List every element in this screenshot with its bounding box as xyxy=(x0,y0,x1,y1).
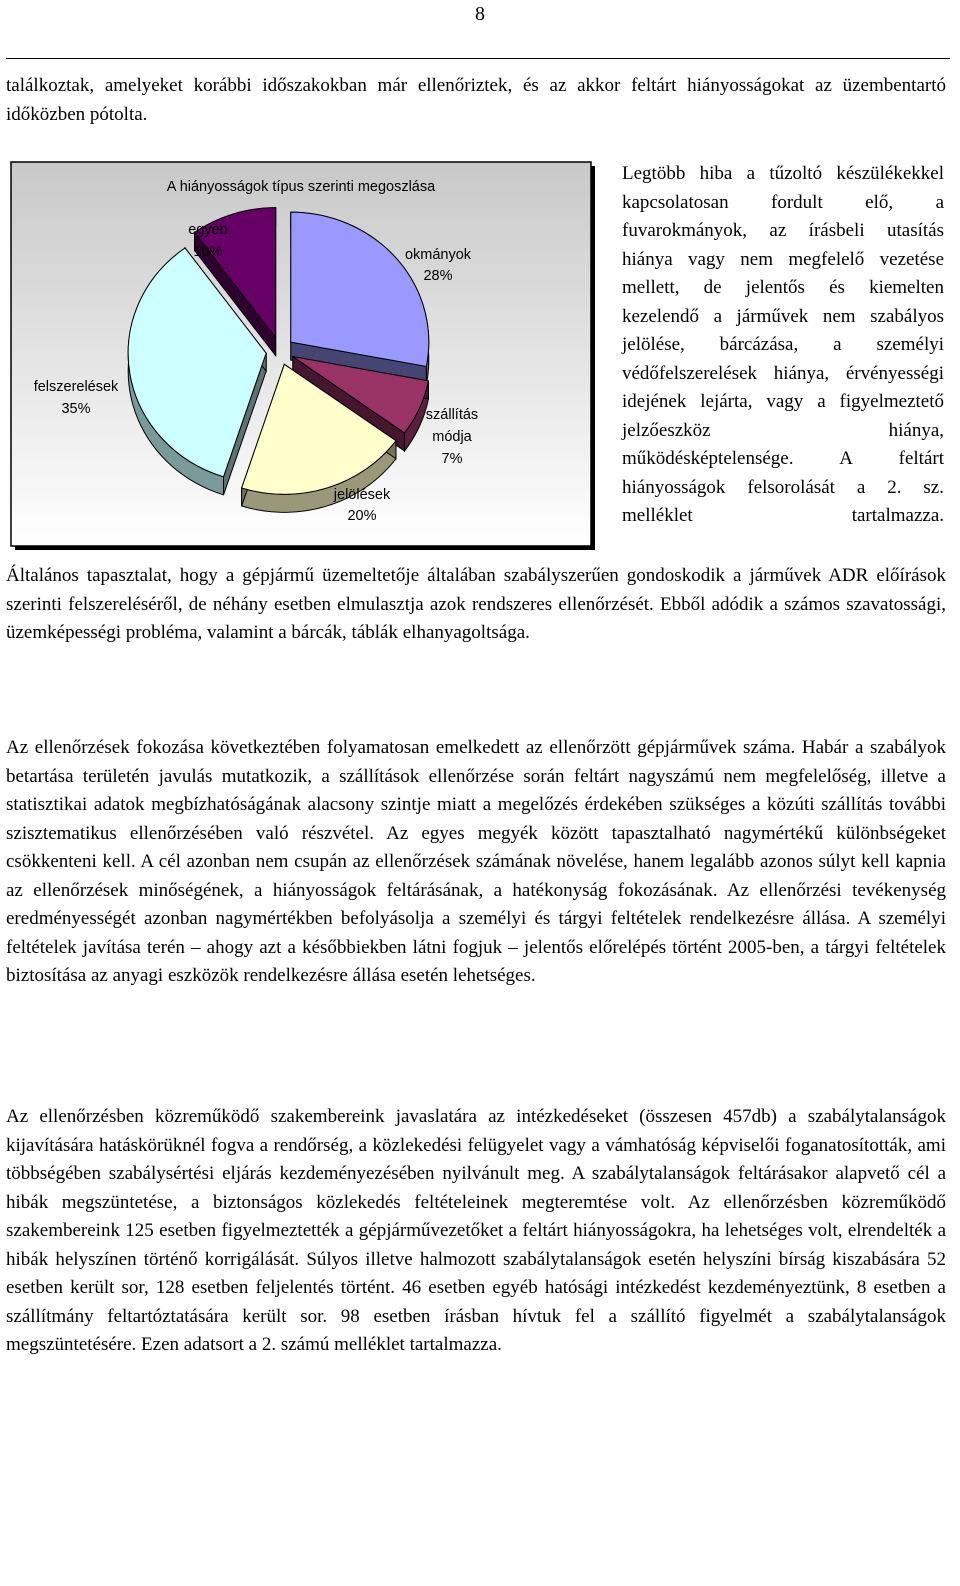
chart-side-text: Legtöbb hiba a tűzoltó készülékekkel kapcsolatosan fordult elő, a fuvarokmányok, az írásbeli utasítás hiánya vagy nem megfelelő vezetése mellett, de jelentős és kiemelten kezelendő a járművek nem szabályos jelölése, bárcázása, a személyi védőfelszerelések hiánya, érvényességi idejének lejárta, vagy a figyelmeztető jelzőeszköz hiánya, működésképtelensége. A feltárt hiányosságok felsorolását a 2. sz. melléklet tartalmazza. xyxy=(622,163,944,526)
chart-title: A hiányosságok típus szerinti megoszlása xyxy=(166,179,436,195)
paragraph-3: Az ellenőrzésben közreműködő szakembereink javaslatára az intézkedéseket (összesen 457db) a szabálytalanságok kijavítására hatáskörüknél fogva a rendőrség, a közlekedési felügyelet vagy a vámhatóság képviselői foganatosították, ami többségében szabálysértési eljárás kezdeményezésében nyilvánult meg. A szabálytalanságok feltárásakor alapvető cél a hibák megszüntetése, a biztonságos közlekedés feltételeinek megteremtése volt. Az ellenőrzésben közreműködő szakembereink 125 esetben figyelmeztették a gépjárművezetőket a feltárt hiányosságokra, ha lehetséges volt, elrendelték a hibák helyszínen történő korrigálását. Súlyos illetve halmozott szabálytalanságok esetén helyszíni bírság kiszabására 52 esetben került sor, 128 esetben feljelentés történt. 46 esetben egyéb hatósági intézkedést kezdeményeztünk, 8 esetben a szállítmány feltartóztatására került sor. 98 esetben írásban hívtuk fel a szállító figyelmét a szabálytalanságok megszüntetésére. Ezen adatsort a 2. számú melléklet tartalmazza. xyxy=(6,1106,946,1355)
label-egyeb-name: egyéb xyxy=(188,222,228,238)
paragraph-2: Az ellenőrzések fokozása következtében folyamatosan emelkedett az ellenőrzött gépjárművek száma. Habár a szabályok betartása területén javulás mutatkozik, a szállítások ellenőrzése során feltárt nagyszámú nem megfelelőség, illetve a statisztikai adatok megbízhatóságának alacsony szintje miatt a megelőzés érdekében szükséges a közúti szállítás további szisztematikus ellenőrzésében való részvétel. Az egyes megyék között tapasztalható nagymértékű különbségeket csökkenteni kell. A cél azonban nem csupán az ellenőrzések számának növelése, hanem legalább azonos súlyt kell kapnia az ellenőrzések minőségének, a hiányosságok feltárásának, a hatékonyság fokozásának. Az ellenőrzési tevékenység eredményességét azonban nagymértékben befolyásolja a személyi és tárgyi feltételek rendelkezésre állása. A személyi feltételek javítása terén – ahogy azt a későbbiekben látni fogjuk – jelentős előrelépés történt 2005-ben, a tárgyi feltételek biztosítása az anyagi eszközök rendelkezésre állása esetén lehetséges. xyxy=(6,737,946,986)
paragraph-1: Általános tapasztalat, hogy a gépjármű üzemeltetője általában szabályszerűen gondoskodik a járművek ADR előírások szerinti felszereléséről, de néhány esetben elmulasztja azok rendszeres ellenőrzését. Ebből adódik a számos szavatossági, üzemképességi probléma, valamint a bárcák, táblák elhanyagoltsága. xyxy=(6,565,946,643)
label-okmanyok-value: 28% xyxy=(423,268,453,284)
pie-chart xyxy=(10,161,596,551)
label-egyeb-value: 10% xyxy=(193,244,223,260)
label-jelolesek-name: jelölések xyxy=(333,487,391,503)
label-jelolesek-value: 20% xyxy=(347,508,377,524)
label-okmanyok-name: okmányok xyxy=(404,247,472,263)
intro-paragraph: találkoztak, amelyeket korábbi időszakokban már ellenőriztek, és az akkor feltárt hiányosságokat az üzembentartó időközben pótolta. xyxy=(6,75,946,125)
page-number: 8 xyxy=(475,3,485,25)
label-felszerelesek-name: felszerelések xyxy=(33,379,119,395)
label-szallitas-line2: módja xyxy=(432,429,472,445)
label-szallitas-line1: szállítás xyxy=(425,407,479,423)
label-felszerelesek-value: 35% xyxy=(61,401,91,417)
pie-chart-svg xyxy=(10,161,596,551)
header-rule xyxy=(6,58,950,59)
label-szallitas-value: 7% xyxy=(441,451,463,467)
